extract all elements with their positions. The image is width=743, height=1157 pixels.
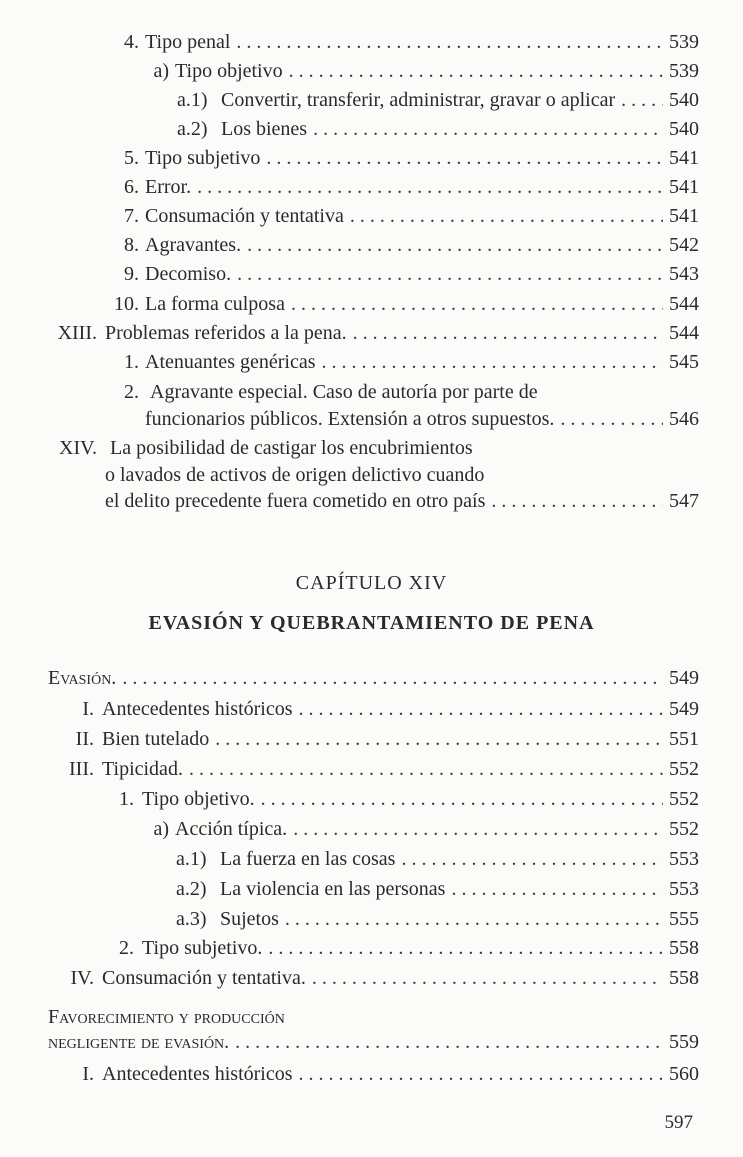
entry-page: 552 xyxy=(669,758,699,780)
entry-title: La violencia en las personas xyxy=(220,878,446,900)
entry-page: 541 xyxy=(669,205,699,227)
entry-number: 10. xyxy=(114,293,139,315)
entry-page: 555 xyxy=(669,908,699,930)
entry-page: 549 xyxy=(669,698,699,720)
toc-entry xyxy=(47,436,473,460)
entry-title: negligente de evasión. xyxy=(48,1031,230,1053)
entry-title: Los bienes xyxy=(221,118,308,140)
entry-title: Tipo subjetivo xyxy=(145,147,261,169)
entry-number: I. xyxy=(82,698,94,720)
toc-entry-continuation xyxy=(105,489,697,513)
entry-number: 8. xyxy=(124,234,139,256)
dot-leader xyxy=(313,117,663,141)
entry-number: IV. xyxy=(70,967,94,989)
entry-title: funcionarios públicos. Extensión a otros supuestos. xyxy=(145,408,555,430)
entry-page: 558 xyxy=(669,967,699,989)
toc-entry xyxy=(112,936,697,960)
page-number: 597 xyxy=(664,1112,693,1133)
toc-entry xyxy=(176,907,697,931)
entry-number: a.1) xyxy=(177,89,208,111)
toc-section-heading xyxy=(48,666,697,690)
entry-title: Convertir, transferir, administrar, gravar o aplicar xyxy=(221,89,616,111)
entry-page: 540 xyxy=(669,118,699,140)
toc-entry xyxy=(177,88,697,112)
dot-leader xyxy=(237,262,663,286)
toc-entry xyxy=(48,966,697,990)
chapter-title: EVASIÓN Y QUEBRANTAMIENTO DE PENA xyxy=(148,612,595,634)
entry-title: La posibilidad de castigar los encubrimientos xyxy=(110,437,473,459)
entry-page: 540 xyxy=(669,89,699,111)
entry-page: 553 xyxy=(669,878,699,900)
entry-title: el delito precedente fuera cometido en otro país xyxy=(105,490,486,512)
entry-page: 541 xyxy=(669,176,699,198)
dot-leader xyxy=(353,321,663,345)
toc-entry xyxy=(176,877,697,901)
entry-number: I. xyxy=(82,1063,94,1085)
entry-number: a.2) xyxy=(176,878,207,900)
entry-title: Antecedentes históricos xyxy=(102,1063,293,1085)
toc-entry xyxy=(103,292,697,316)
entry-title: o lavados de activos de origen delictivo cuando xyxy=(105,464,485,486)
entry-page: 541 xyxy=(669,147,699,169)
entry-title: Tipo objetivo xyxy=(175,60,283,82)
entry-title: Consumación y tentativa xyxy=(145,205,344,227)
entry-number: XIII. xyxy=(57,322,97,344)
entry-number: a) xyxy=(153,60,169,82)
entry-number: 6. xyxy=(124,176,139,198)
entry-title: Tipo objetivo. xyxy=(142,788,255,810)
entry-page: 547 xyxy=(669,490,699,512)
dot-leader xyxy=(266,146,663,170)
dot-leader xyxy=(293,817,663,841)
toc-entry xyxy=(145,59,697,83)
toc-entry xyxy=(48,1062,697,1086)
entry-page: 551 xyxy=(669,728,699,750)
dot-leader xyxy=(215,727,663,751)
dot-leader xyxy=(261,787,663,811)
entry-page: 539 xyxy=(669,31,699,53)
toc-entry xyxy=(48,757,697,781)
toc-entry xyxy=(48,727,697,751)
entry-number: 7. xyxy=(124,205,139,227)
entry-title: Agravante especial. Caso de autoría por parte de xyxy=(150,381,538,403)
toc-entry-continuation xyxy=(145,407,697,431)
entry-number: 1. xyxy=(124,351,139,373)
toc-entry-continuation xyxy=(105,463,484,487)
entry-page: 543 xyxy=(669,263,699,285)
entry-number: a) xyxy=(153,818,169,840)
entry-title: La forma culposa xyxy=(145,293,285,315)
toc-entry xyxy=(115,380,538,404)
dot-leader xyxy=(285,907,663,931)
entry-page: 560 xyxy=(669,1063,699,1085)
dot-leader xyxy=(289,59,663,83)
entry-page: 544 xyxy=(669,293,699,315)
entry-title: Decomiso. xyxy=(145,263,232,285)
toc-entry xyxy=(115,262,697,286)
toc-section-heading xyxy=(48,1005,285,1029)
entry-page: 552 xyxy=(669,818,699,840)
entry-title: Acción típica. xyxy=(175,818,288,840)
toc-entry xyxy=(115,204,697,228)
dot-leader xyxy=(621,88,663,112)
chapter-label: CAPÍTULO XIV xyxy=(295,572,448,594)
entry-number: 2. xyxy=(124,381,139,403)
entry-title: Tipo subjetivo. xyxy=(142,937,263,959)
dot-leader xyxy=(451,877,663,901)
toc-entry xyxy=(145,817,697,841)
toc-entry xyxy=(115,233,697,257)
entry-number: 4. xyxy=(124,31,139,53)
dot-leader xyxy=(299,1062,664,1086)
entry-page: 552 xyxy=(669,788,699,810)
dot-leader xyxy=(291,292,663,316)
entry-title: Sujetos xyxy=(220,908,279,930)
dot-leader xyxy=(401,847,663,871)
toc-entry xyxy=(115,146,697,170)
entry-page: 546 xyxy=(669,408,699,430)
entry-page: 549 xyxy=(669,667,699,689)
dot-leader xyxy=(122,666,663,690)
toc-entry xyxy=(115,350,697,374)
dot-leader xyxy=(491,489,663,513)
entry-number: 9. xyxy=(124,263,139,285)
entry-page: 542 xyxy=(669,234,699,256)
dot-leader xyxy=(236,30,663,54)
dot-leader xyxy=(189,757,663,781)
entry-title: Error. xyxy=(145,176,192,198)
entry-title: Antecedentes históricos xyxy=(102,698,293,720)
entry-number: 5. xyxy=(124,147,139,169)
entry-title: Tipicidad. xyxy=(102,758,183,780)
dot-leader xyxy=(268,936,663,960)
entry-number: 1. xyxy=(119,788,134,810)
entry-number: III. xyxy=(69,758,94,780)
entry-title: Favorecimiento y producción xyxy=(48,1006,285,1028)
entry-title: Atenuantes genéricas xyxy=(145,351,316,373)
toc-entry xyxy=(112,787,697,811)
toc-entry xyxy=(115,30,697,54)
dot-leader xyxy=(197,175,663,199)
entry-page: 544 xyxy=(669,322,699,344)
entry-title: Tipo penal xyxy=(145,31,231,53)
entry-page: 559 xyxy=(669,1031,699,1053)
dot-leader xyxy=(247,233,663,257)
entry-number: II. xyxy=(75,728,94,750)
entry-number: 2. xyxy=(119,937,134,959)
entry-page: 553 xyxy=(669,848,699,870)
toc-entry xyxy=(177,117,697,141)
toc-entry xyxy=(47,321,697,345)
dot-leader xyxy=(299,697,664,721)
toc-entry xyxy=(176,847,697,871)
toc-entry xyxy=(115,175,697,199)
entry-title: Bien tutelado xyxy=(102,728,210,750)
dot-leader xyxy=(350,204,663,228)
entry-title: Agravantes. xyxy=(145,234,242,256)
dot-leader xyxy=(312,966,663,990)
entry-title: La fuerza en las cosas xyxy=(220,848,396,870)
entry-page: 545 xyxy=(669,351,699,373)
toc-entry xyxy=(48,697,697,721)
entry-number: a.1) xyxy=(176,848,207,870)
entry-page: 558 xyxy=(669,937,699,959)
entry-number: a.3) xyxy=(176,908,207,930)
dot-leader xyxy=(560,407,663,431)
dot-leader xyxy=(235,1030,663,1054)
entry-title: Evasión. xyxy=(48,667,117,689)
entry-page: 539 xyxy=(669,60,699,82)
entry-number: a.2) xyxy=(177,118,208,140)
entry-number: XIV. xyxy=(59,437,97,459)
dot-leader xyxy=(321,350,663,374)
entry-title: Problemas referidos a la pena. xyxy=(105,322,347,344)
entry-title: Consumación y tentativa. xyxy=(102,967,306,989)
toc-section-heading-continuation xyxy=(48,1030,697,1054)
